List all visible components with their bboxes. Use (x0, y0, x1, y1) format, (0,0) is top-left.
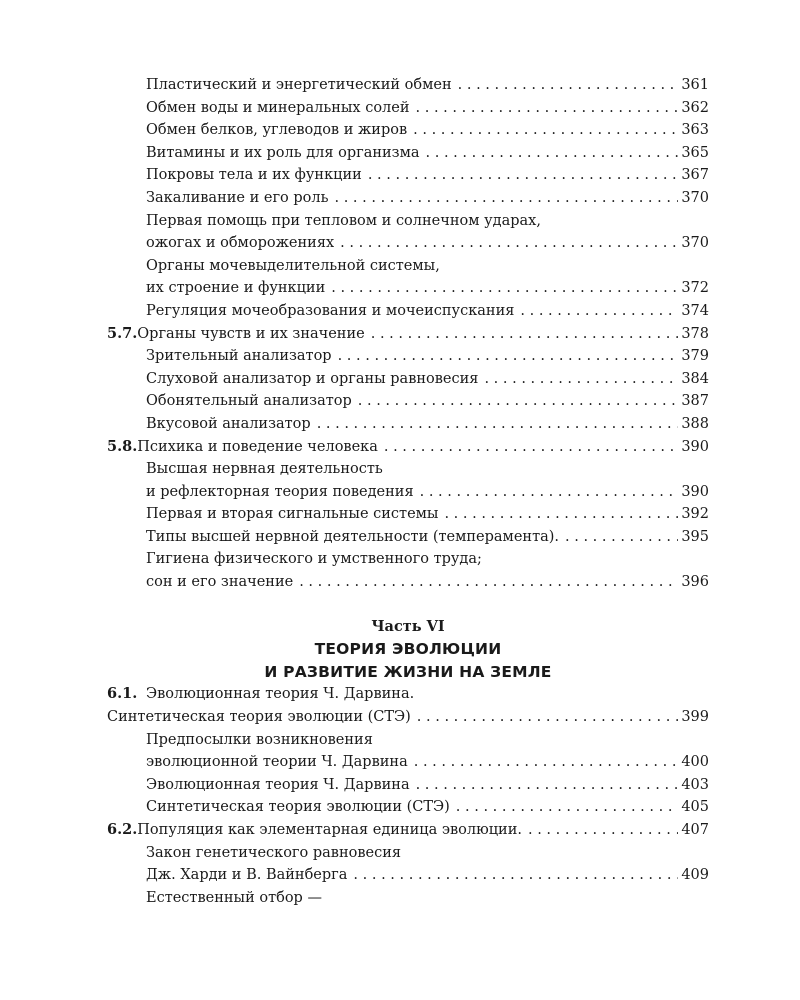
entry-title: Регуляция мочеобразования и мочеиспускания (146, 302, 515, 319)
entry-title: Обмен воды и минеральных солей (146, 99, 410, 116)
page-number: 395 (681, 528, 709, 545)
page-number: 367 (681, 167, 709, 184)
page-number: 403 (681, 776, 709, 793)
page-number: 388 (681, 415, 709, 432)
entry-title: ожогах и обморожениях (146, 235, 335, 252)
entry-title: Закон генетического равновесия (146, 844, 402, 861)
toc-entry (107, 481, 709, 504)
page-number: 372 (681, 280, 709, 297)
toc-section-part-vi (107, 683, 709, 909)
toc-entry (107, 255, 709, 278)
entry-title: Типы высшей нервной деятельности (темперамента). (146, 528, 560, 545)
entry-title: Обмен белков, углеводов и жиров (146, 122, 408, 139)
dot-leader (414, 751, 679, 774)
dot-leader (338, 345, 679, 368)
dot-leader (484, 368, 678, 391)
dot-leader (413, 119, 678, 142)
dot-leader (331, 277, 678, 300)
part-title-line-2: И РАЗВИТИЕ ЖИЗНИ НА ЗЕМЛЕ (264, 662, 552, 681)
page-number: 400 (681, 754, 709, 771)
page-number: 399 (681, 709, 709, 726)
toc-entry (107, 142, 709, 165)
toc-entry (107, 796, 709, 819)
dot-leader (416, 774, 679, 797)
dot-leader (417, 706, 679, 729)
toc-entry (107, 390, 709, 413)
entry-title: Витамины и их роль для организма (146, 144, 420, 161)
toc-entry (107, 683, 709, 706)
entry-title: Популяция как элементарная единица эволюции. (137, 822, 522, 838)
entry-title: Психика и поведение человека (137, 438, 378, 455)
entry-title: эволюционной теории Ч. Дарвина (146, 754, 408, 771)
toc-entry (107, 436, 709, 459)
toc-entry (107, 819, 709, 842)
entry-title: Синтетическая теория эволюции (СТЭ) (146, 799, 450, 816)
entry-title: Зрительный анализатор (146, 348, 332, 365)
entry-title: Вкусовой анализатор (146, 415, 311, 432)
toc-entry (107, 210, 709, 233)
dot-leader (368, 164, 678, 187)
entry-title: Эволюционная теория Ч. Дарвина. (146, 686, 415, 703)
dot-leader (371, 323, 679, 346)
dot-leader (340, 232, 678, 255)
toc-entry (107, 751, 709, 774)
page-number: 378 (681, 325, 709, 342)
entry-title: Покровы тела и их функции (146, 167, 362, 184)
toc-entry (107, 526, 709, 549)
toc-section-part-v (107, 74, 709, 594)
part-title-line-1: ТЕОРИЯ ЭВОЛЮЦИИ (314, 640, 502, 659)
part-label: Часть VI (371, 617, 445, 635)
section-number: 6.1. (107, 685, 138, 703)
page-number: 365 (681, 144, 709, 161)
entry-title: Обонятельный анализатор (146, 393, 352, 410)
toc-entry (107, 74, 709, 97)
dot-leader (444, 503, 678, 526)
dot-leader (456, 796, 679, 819)
toc-entry (107, 345, 709, 368)
entry-title: Гигиена физического и умственного труда; (146, 551, 482, 568)
table-of-contents (107, 74, 709, 909)
toc-entry (107, 232, 709, 255)
toc-entry (107, 864, 709, 887)
entry-title: Пластический и энергетический обмен (146, 77, 452, 93)
toc-entry (107, 323, 709, 346)
entry-title: Слуховой анализатор и органы равновесия (146, 370, 479, 387)
dot-leader (353, 864, 678, 887)
toc-entry (107, 571, 709, 594)
section-number: 5.8. (107, 437, 138, 455)
toc-entry (107, 729, 709, 752)
page-number: 379 (681, 348, 709, 365)
dot-leader (528, 819, 678, 842)
section-number: 6.2. (107, 821, 138, 838)
entry-title: Органы чувств и их значение (137, 325, 365, 342)
dot-leader (335, 187, 679, 210)
dot-leader (384, 436, 678, 459)
page-number: 387 (681, 393, 709, 410)
toc-entry (107, 413, 709, 436)
dot-leader (565, 526, 678, 549)
entry-title: Первая помощь при тепловом и солнечном ударах, (146, 212, 541, 229)
page-number: 370 (681, 189, 709, 206)
section-number: 5.7. (107, 324, 138, 342)
entry-title: их строение и функции (146, 280, 326, 297)
entry-title: сон и его значение (146, 574, 294, 591)
toc-entry (107, 887, 709, 910)
toc-entry (107, 548, 709, 571)
dot-leader (416, 97, 679, 120)
page-number: 405 (681, 799, 709, 816)
dot-leader (299, 571, 678, 594)
page-number: 409 (681, 867, 709, 884)
entry-title: Синтетическая теория эволюции (СТЭ) (107, 709, 411, 726)
toc-entry (107, 774, 709, 797)
page-number: 362 (681, 99, 709, 116)
toc-entry (107, 842, 709, 865)
toc-entry (107, 503, 709, 526)
toc-entry (107, 119, 709, 142)
toc-entry (107, 164, 709, 187)
dot-leader (520, 300, 678, 323)
entry-title: Дж. Харди и В. Вайнберга (146, 867, 348, 884)
toc-entry (107, 187, 709, 210)
toc-entry (107, 458, 709, 481)
entry-title: Первая и вторая сигнальные системы (146, 506, 439, 523)
toc-entry (107, 277, 709, 300)
page-number: 384 (681, 370, 709, 387)
toc-entry (107, 97, 709, 120)
page-number: 392 (681, 506, 709, 523)
page-number: 361 (681, 77, 709, 93)
entry-title: и рефлекторная теория поведения (146, 483, 414, 500)
toc-entry (107, 368, 709, 391)
page-number: 370 (681, 235, 709, 252)
dot-leader (458, 74, 679, 97)
dot-leader (426, 142, 679, 165)
entry-title: Закаливание и его роль (146, 189, 329, 206)
dot-leader (420, 481, 679, 504)
dot-leader (358, 390, 679, 413)
page-number: 407 (681, 822, 709, 838)
entry-title: Высшая нервная деятельность (146, 461, 383, 478)
toc-entry (107, 300, 709, 323)
entry-title: Предпосылки возникновения (146, 731, 373, 748)
toc-entry (107, 706, 709, 729)
page-number: 363 (681, 122, 709, 139)
page-number: 390 (681, 483, 709, 500)
entry-title: Органы мочевыделительной системы, (146, 257, 440, 274)
entry-title: Естественный отбор — (146, 889, 322, 906)
page-number: 390 (681, 438, 709, 455)
page-number: 374 (681, 302, 709, 319)
entry-title: Эволюционная теория Ч. Дарвина (146, 776, 410, 793)
page-number: 396 (681, 574, 709, 591)
dot-leader (317, 413, 679, 436)
